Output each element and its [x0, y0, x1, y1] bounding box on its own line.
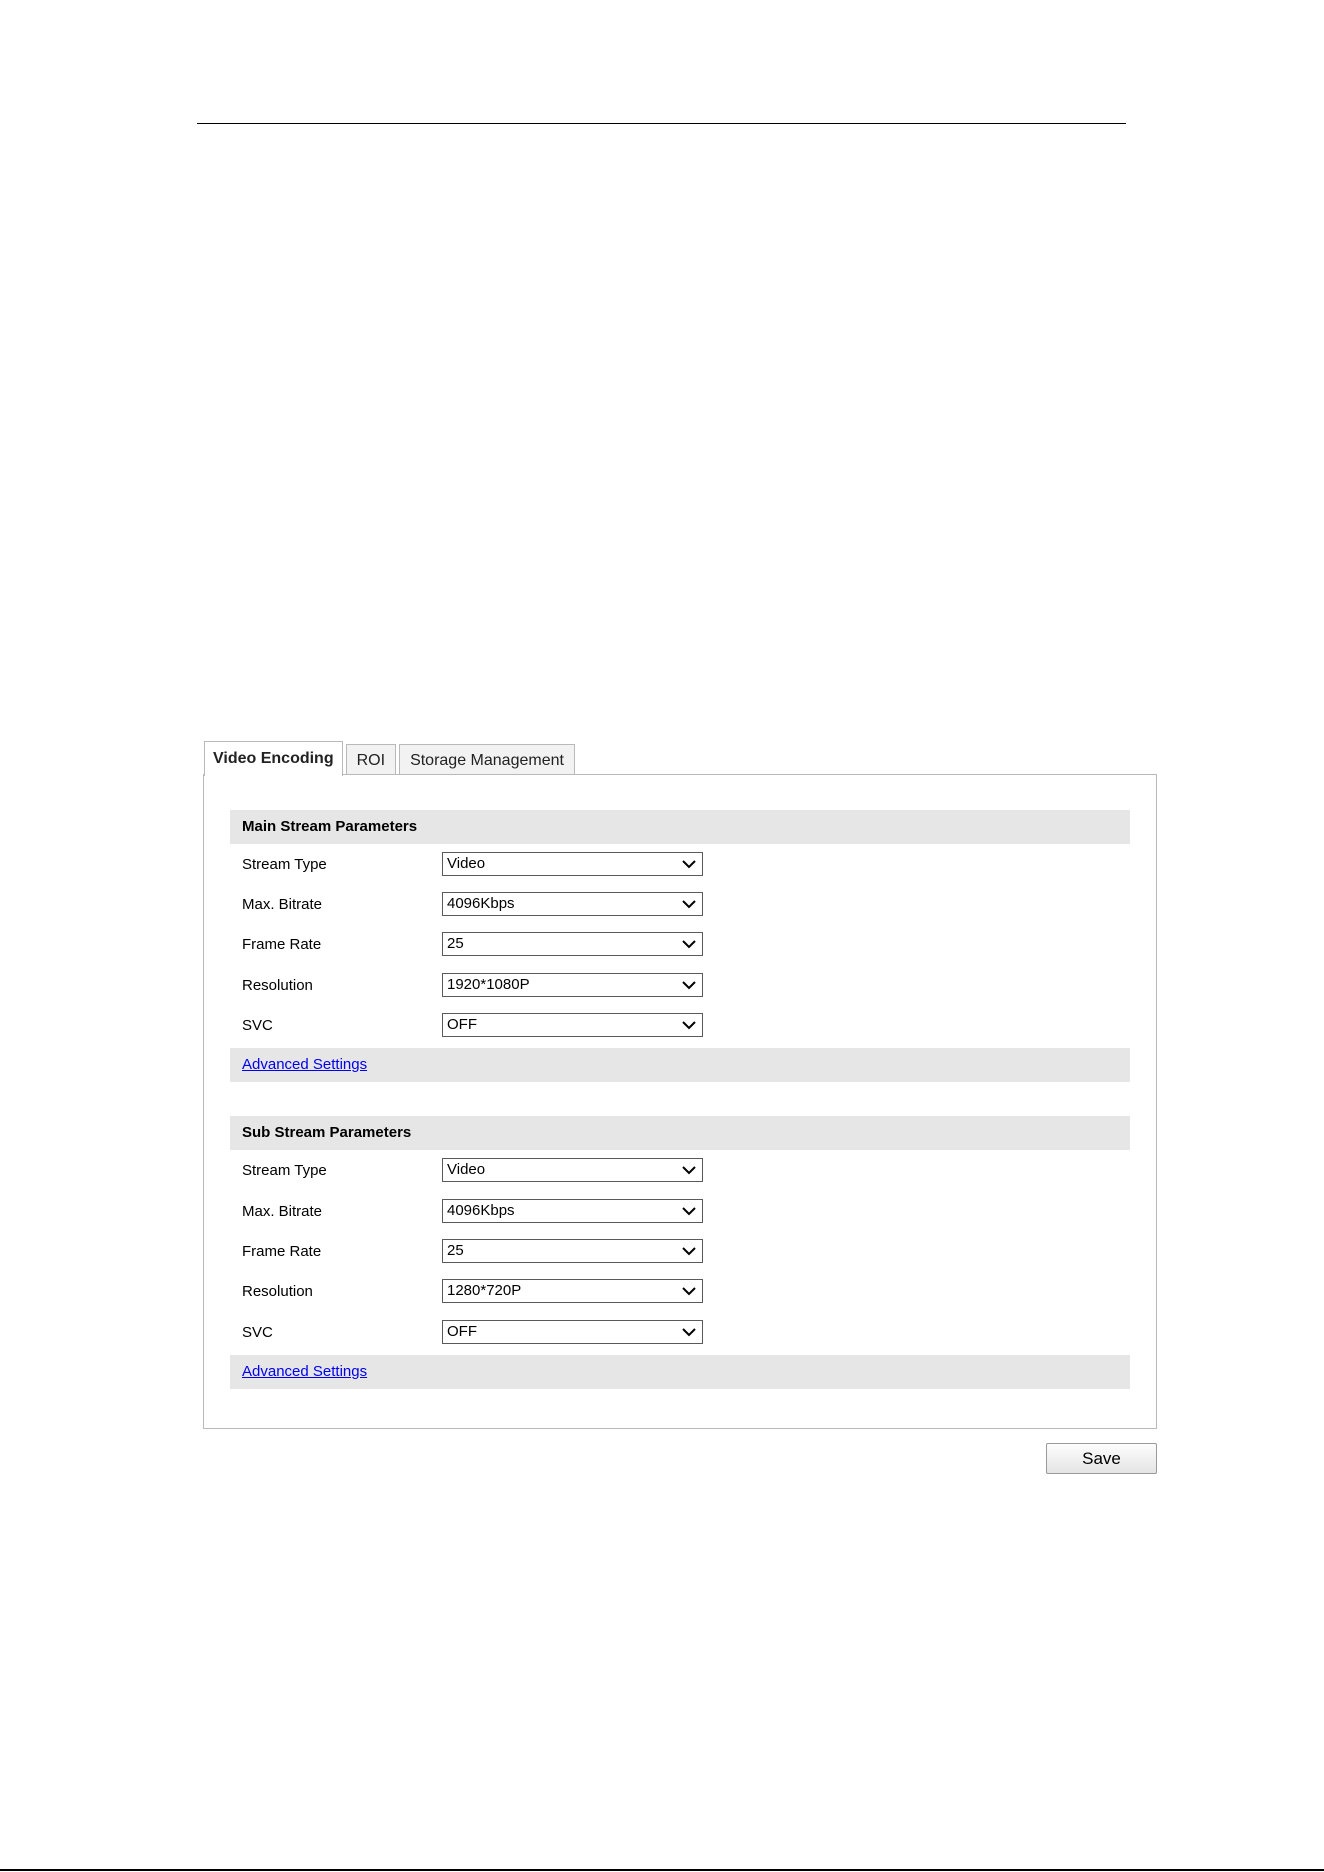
select-value: 4096Kbps: [447, 1202, 515, 1219]
chevron-down-icon: [680, 1281, 698, 1301]
main-stream-header: Main Stream Parameters: [230, 810, 1130, 844]
chevron-down-icon: [680, 894, 698, 914]
video-encoding-panel: [203, 774, 1157, 1429]
select-value: Video: [447, 855, 486, 872]
select-value: 25: [447, 1242, 464, 1259]
sub-stream-type-row: [242, 1157, 942, 1183]
main-stream-type-select[interactable]: [442, 852, 703, 876]
sub-max-bitrate-row: [242, 1198, 942, 1224]
sub-stream-type-select[interactable]: [442, 1158, 703, 1182]
chevron-down-icon: [680, 854, 698, 874]
tab-bar: [204, 741, 575, 775]
chevron-down-icon: [680, 1322, 698, 1342]
sub-svc-select[interactable]: [442, 1320, 703, 1344]
field-label: Frame Rate: [242, 935, 322, 953]
select-value: OFF: [447, 1323, 477, 1340]
main-advanced-settings-link[interactable]: Advanced Settings: [242, 1056, 368, 1073]
field-label: Resolution: [242, 976, 313, 994]
sub-advanced-bar: [230, 1355, 1130, 1389]
sub-frame-rate-select[interactable]: [442, 1239, 703, 1263]
field-label: Frame Rate: [242, 1242, 322, 1260]
sub-frame-rate-row: [242, 1238, 942, 1264]
select-value: 25: [447, 935, 464, 952]
field-label: SVC: [242, 1016, 273, 1034]
select-value: OFF: [447, 1016, 477, 1033]
chevron-down-icon: [680, 934, 698, 954]
field-label: Max. Bitrate: [242, 895, 323, 913]
main-max-bitrate-select[interactable]: [442, 892, 703, 916]
tab-video-encoding[interactable]: Video Encoding: [204, 741, 343, 776]
field-label: Resolution: [242, 1282, 313, 1300]
main-svc-row: [242, 1012, 942, 1038]
select-value: 1280*720P: [447, 1282, 522, 1299]
chevron-down-icon: [680, 1241, 698, 1261]
save-button[interactable]: Save: [1046, 1443, 1157, 1474]
chevron-down-icon: [680, 1201, 698, 1221]
main-max-bitrate-row: [242, 891, 942, 917]
field-label: Stream Type: [242, 855, 327, 873]
tab-storage-management[interactable]: Storage Management: [399, 744, 575, 775]
select-value: 1920*1080P: [447, 976, 530, 993]
select-value: 4096Kbps: [447, 895, 515, 912]
field-label: Stream Type: [242, 1161, 327, 1179]
sub-svc-row: [242, 1319, 942, 1345]
sub-stream-header: Sub Stream Parameters: [230, 1116, 1130, 1150]
main-stream-type-row: [242, 851, 942, 877]
field-label: SVC: [242, 1323, 273, 1341]
main-resolution-row: [242, 972, 942, 998]
select-value: Video: [447, 1161, 486, 1178]
footer-divider: [0, 1869, 1324, 1871]
tab-roi[interactable]: ROI: [346, 744, 396, 775]
sub-resolution-row: [242, 1278, 942, 1304]
main-frame-rate-select[interactable]: [442, 932, 703, 956]
sub-advanced-settings-link[interactable]: Advanced Settings: [242, 1363, 368, 1380]
sub-resolution-select[interactable]: [442, 1279, 703, 1303]
header-divider: [197, 123, 1126, 124]
field-label: Max. Bitrate: [242, 1202, 323, 1220]
main-frame-rate-row: [242, 931, 942, 957]
main-resolution-select[interactable]: [442, 973, 703, 997]
sub-max-bitrate-select[interactable]: [442, 1199, 703, 1223]
chevron-down-icon: [680, 1160, 698, 1180]
chevron-down-icon: [680, 975, 698, 995]
chevron-down-icon: [680, 1015, 698, 1035]
main-svc-select[interactable]: [442, 1013, 703, 1037]
main-advanced-bar: [230, 1048, 1130, 1082]
